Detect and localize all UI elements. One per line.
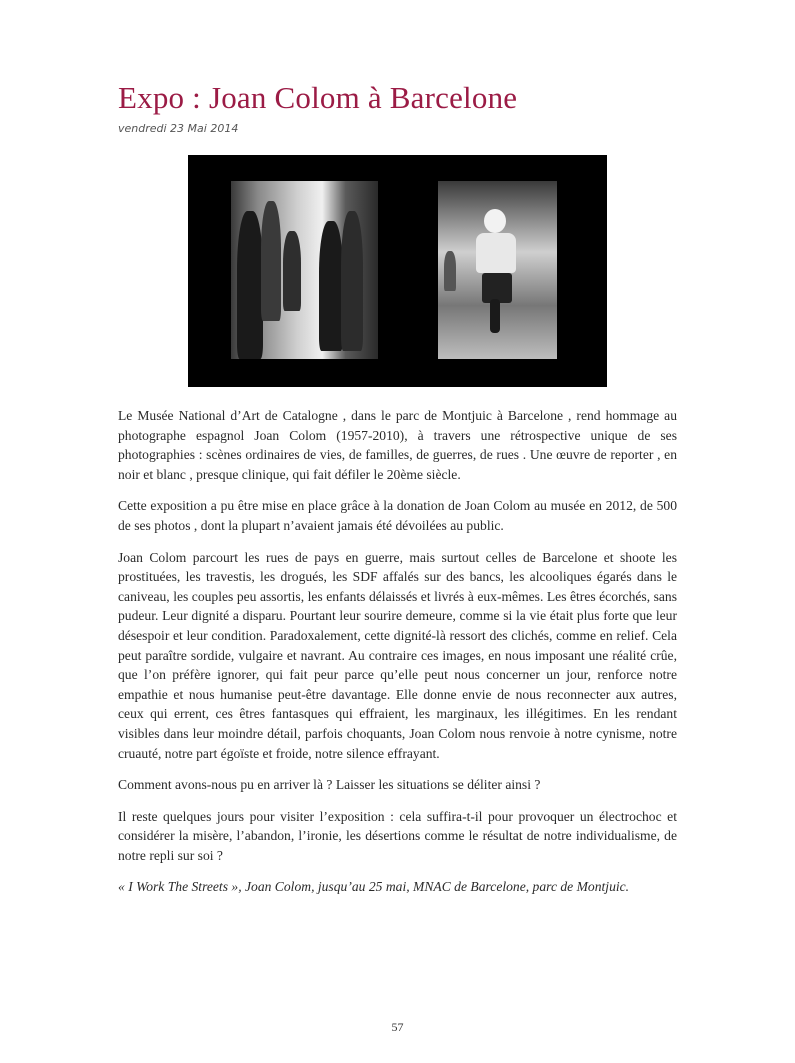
article-paragraph: Joan Colom parcourt les rues de pays en guerre, mais surtout celles de Barcelone et shoote les prostituées, les travestis, les drogués, les SDF affalés sur des bancs, les alcooliques égarés dans le caniveau, les couples peu assortis, les enfants délaissés et livrés à eux-mêmes. Les êtres écorchés, sans pudeur. Leur dignité a disparu. Pourtant leur sourire demeure, comme si la vie était plus forte que leur désespoir et leur condition. Paradoxalement, cette dignité-là ressort des clichés, comme en relief. Cela peut paraître sordide, vulgaire et navrant. Au contraire ces images, en nous imposant une réalité crûe, que l’on préfère ignorer, qui fait peur parce qu’elle peut nous concerner un jour, renforce notre empathie et nous humanise peut-être davantage. Elle donne envie de nous reconnecter aux autres, ceux qui errent, ces êtres fantasques qui effraient, les marginaux, les illégitimes. En les rendant visibles dans leur moindre détail, parfois choquants, Joan Colom nous renvoie à notre cynisme, notre cruauté, notre part égoïste et froide, notre silence effrayant. <box>118 549 677 761</box>
article-title: Expo : Joan Colom à Barcelone <box>118 80 518 115</box>
article-paragraph: Le Musée National d’Art de Catalogne , dans le parc de Montjuic à Barcelone , rend hommage au photographe espagnol Joan Colom (1957-2010), à travers une rétrospective unique de ses photographies : scènes ordinaires de vies, de familles, de guerres, de rues . Une œuvre de reporter , en noir et blanc , presque clinique, qui fait défiler le 20ème siècle. <box>118 408 677 482</box>
article-paragraph: Comment avons-nous pu en arriver là ? Laisser les situations se déliter ainsi ? <box>118 777 541 793</box>
article-body <box>118 406 677 909</box>
article-paragraph: Il reste quelques jours pour visiter l’exposition : cela suffira-t-il pour provoquer un électrochoc et considérer la misère, l’abandon, l’ironie, les désertions comme le résultat de notre individualisme, de notre repli sur soi ? <box>118 808 677 863</box>
article-paragraph: Cette exposition a pu être mise en place grâce à la donation de Joan Colom au musée en 2012, de 500 de ses photos , dont la plupart n’avaient jamais été dévoilées au public. <box>118 498 677 533</box>
street-group-photo <box>231 181 378 359</box>
article-date: vendredi 23 Mai 2014 <box>118 122 239 135</box>
boy-on-bicycle-photo <box>438 181 557 359</box>
article-photo <box>188 155 607 387</box>
page-number: 57 <box>391 1020 404 1034</box>
exhibition-note: « I Work The Streets », Joan Colom, jusqu’au 25 mai, MNAC de Barcelone, parc de Montjuic. <box>118 879 630 895</box>
